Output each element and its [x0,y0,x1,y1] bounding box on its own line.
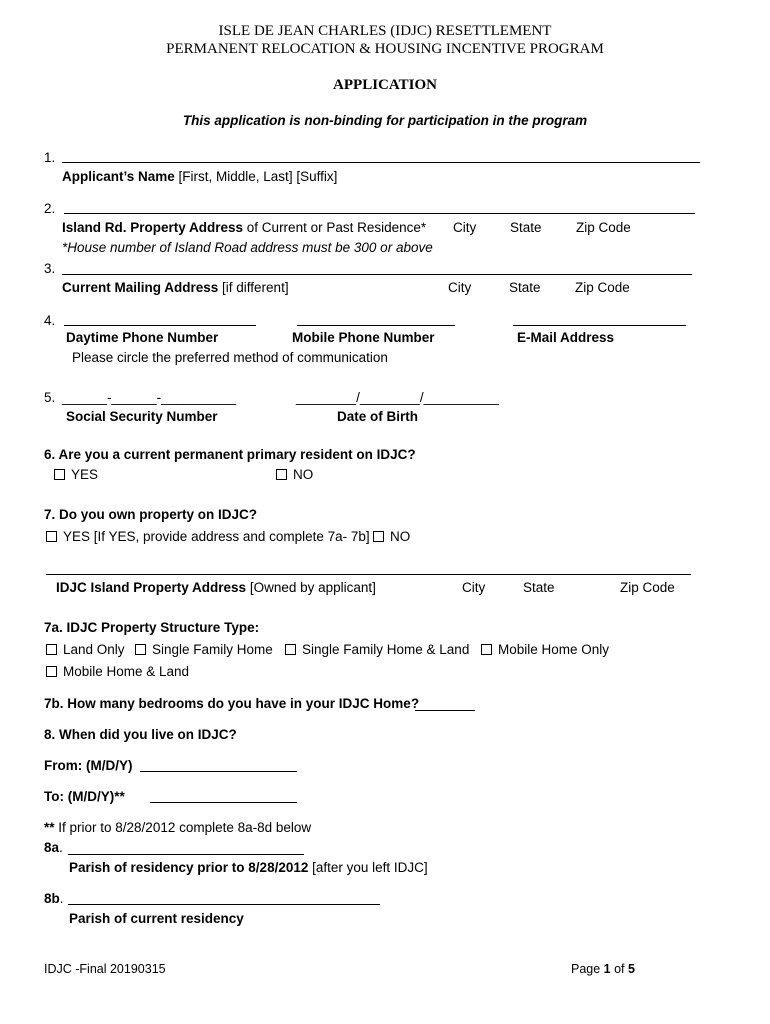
q3-zip-label: Zip Code [575,280,630,295]
q7a-question [44,620,259,636]
idjc-property-address-label-rest: [Owned by applicant] [246,580,376,595]
applicant-name-label-bold: Applicant’s Name [62,169,175,184]
idjc-property-address-label [56,580,376,596]
mailing-address-field[interactable] [62,274,692,275]
q7a-option-single-family-home[interactable] [135,642,273,658]
q7a-option-mobile-home-only[interactable] [481,642,609,658]
page-subtitle: This application is non-binding for participation in the program [182,113,588,128]
page-of: of [610,962,628,976]
header-line-2: PERMANENT RELOCATION & HOUSING INCENTIVE PROGRAM [166,41,604,57]
bedrooms-field[interactable] [415,710,475,711]
communication-note: Please circle the preferred method of communication [72,350,388,365]
q8-question: 8. When did you live on IDJC? [44,727,237,742]
q3-city-label: City [448,280,472,295]
page-prefix: Page [571,962,604,976]
dob-field[interactable]: ________/________/__________ [296,390,499,405]
q7-no-checkbox[interactable] [373,531,384,542]
parish-prior-field[interactable] [68,854,304,855]
q8b-number-dot: . [59,891,64,906]
q2-city-label: City [453,220,477,235]
q7-yes-option[interactable] [46,529,370,545]
q2-zip-label: Zip Code [576,220,631,235]
daytime-phone-label: Daytime Phone Number [66,330,219,345]
q6-yes-option[interactable] [54,467,98,483]
q6-yes-label: YES [71,467,99,482]
email-field[interactable] [513,325,686,326]
mobile-phone-label: Mobile Phone Number [292,330,435,345]
q7a-number: 7a [44,620,60,635]
q7-state-label: State [523,580,555,595]
q5-number: 5. [44,390,56,405]
total-pages: 5 [628,962,635,976]
to-date-label: To: (M/D/Y)** [44,789,125,804]
land-only-checkbox[interactable] [46,644,57,655]
q7-yes-label: YES [If YES, provide address and complete 7a- 7b] [63,529,370,544]
q8-note-text: If prior to 8/28/2012 complete 8a-8d below [54,820,312,835]
q3-number: 3. [44,261,56,276]
q4-number: 4. [44,313,56,328]
ssn-label: Social Security Number [66,409,218,424]
q8a-number-dot: . [59,840,63,855]
q7a-text: . IDJC Property Structure Type: [59,620,260,635]
dob-label: Date of Birth [337,409,418,424]
applicant-name-label-rest: [First, Middle, Last] [Suffix] [174,169,338,184]
parish-prior-label-rest: [after you left IDJC] [308,860,428,875]
single-family-home-checkbox[interactable] [135,644,146,655]
q7a-option-single-family-home-land[interactable] [285,642,469,658]
q7a-option-mobile-home-land[interactable] [46,664,189,680]
parish-prior-label-bold: Parish of residency prior to 8/28/2012 [69,860,309,875]
from-date-label: From: (M/D/Y) [44,758,133,773]
idjc-property-address-field[interactable] [46,574,691,575]
island-property-address-label [62,220,426,236]
single-family-home-land-label: Single Family Home & Land [302,642,470,657]
footer-version: IDJC -Final 20190315 [44,962,166,976]
q6-question: 6. Are you a current permanent primary resident on IDJC? [44,447,416,462]
from-date-field[interactable] [140,771,297,772]
q1-number: 1. [44,150,56,165]
q6-no-checkbox[interactable] [276,469,287,480]
header-line-1: ISLE DE JEAN CHARLES (IDJC) RESETTLEMENT [218,23,552,39]
q7-no-label: NO [390,529,411,544]
mobile-home-land-label: Mobile Home & Land [63,664,190,679]
island-property-address-label-bold: Island Rd. Property Address [62,220,244,235]
q8-note [44,820,311,836]
mailing-address-label-bold: Current Mailing Address [62,280,219,295]
q7-zip-label: Zip Code [620,580,675,595]
q7-yes-checkbox[interactable] [46,531,57,542]
mobile-phone-field[interactable] [297,325,455,326]
footer-page-number [571,961,635,977]
q2-state-label: State [510,220,542,235]
single-family-home-label: Single Family Home [152,642,273,657]
mobile-home-only-label: Mobile Home Only [498,642,610,657]
q2-number: 2. [44,201,56,216]
q2-house-number-note: *House number of Island Road address must be 300 or above [62,240,433,255]
mobile-home-only-checkbox[interactable] [481,644,492,655]
q6-yes-checkbox[interactable] [54,469,65,480]
q8b-number-text: 8b [44,891,60,906]
land-only-label: Land Only [63,642,125,657]
mobile-home-land-checkbox[interactable] [46,666,57,677]
applicant-name-label [62,169,337,185]
idjc-property-address-label-bold: IDJC Island Property Address [56,580,247,595]
q7-no-option[interactable] [373,529,410,545]
current-page: 1 [603,962,611,976]
page-title: APPLICATION [333,77,437,93]
q8-note-marker: ** [44,820,55,835]
q8a-number-text: 8a [44,840,60,855]
q7-question: 7. Do you own property on IDJC? [44,507,258,522]
parish-current-field[interactable] [68,904,380,905]
q7b-question: 7b. How many bedrooms do you have in your IDJC Home? [44,696,420,711]
mailing-address-label-rest: [if different] [218,280,289,295]
mailing-address-label [62,280,289,296]
q8a-number [44,840,63,856]
island-property-address-field[interactable] [64,213,695,214]
q3-state-label: State [509,280,541,295]
q7a-option-land-only[interactable] [46,642,125,658]
island-property-address-label-rest: of Current or Past Residence* [243,220,427,235]
q8b-number [44,891,64,907]
single-family-home-land-checkbox[interactable] [285,644,296,655]
parish-current-label: Parish of current residency [69,911,244,926]
q6-no-option[interactable] [276,467,313,483]
to-date-field[interactable] [150,802,297,803]
email-label: E-Mail Address [517,330,615,345]
ssn-field[interactable]: ______-______-__________ [62,390,237,405]
parish-prior-label [69,860,428,876]
q7-city-label: City [462,580,486,595]
applicant-name-field[interactable] [62,162,700,163]
q6-no-label: NO [293,467,314,482]
daytime-phone-field[interactable] [64,325,256,326]
